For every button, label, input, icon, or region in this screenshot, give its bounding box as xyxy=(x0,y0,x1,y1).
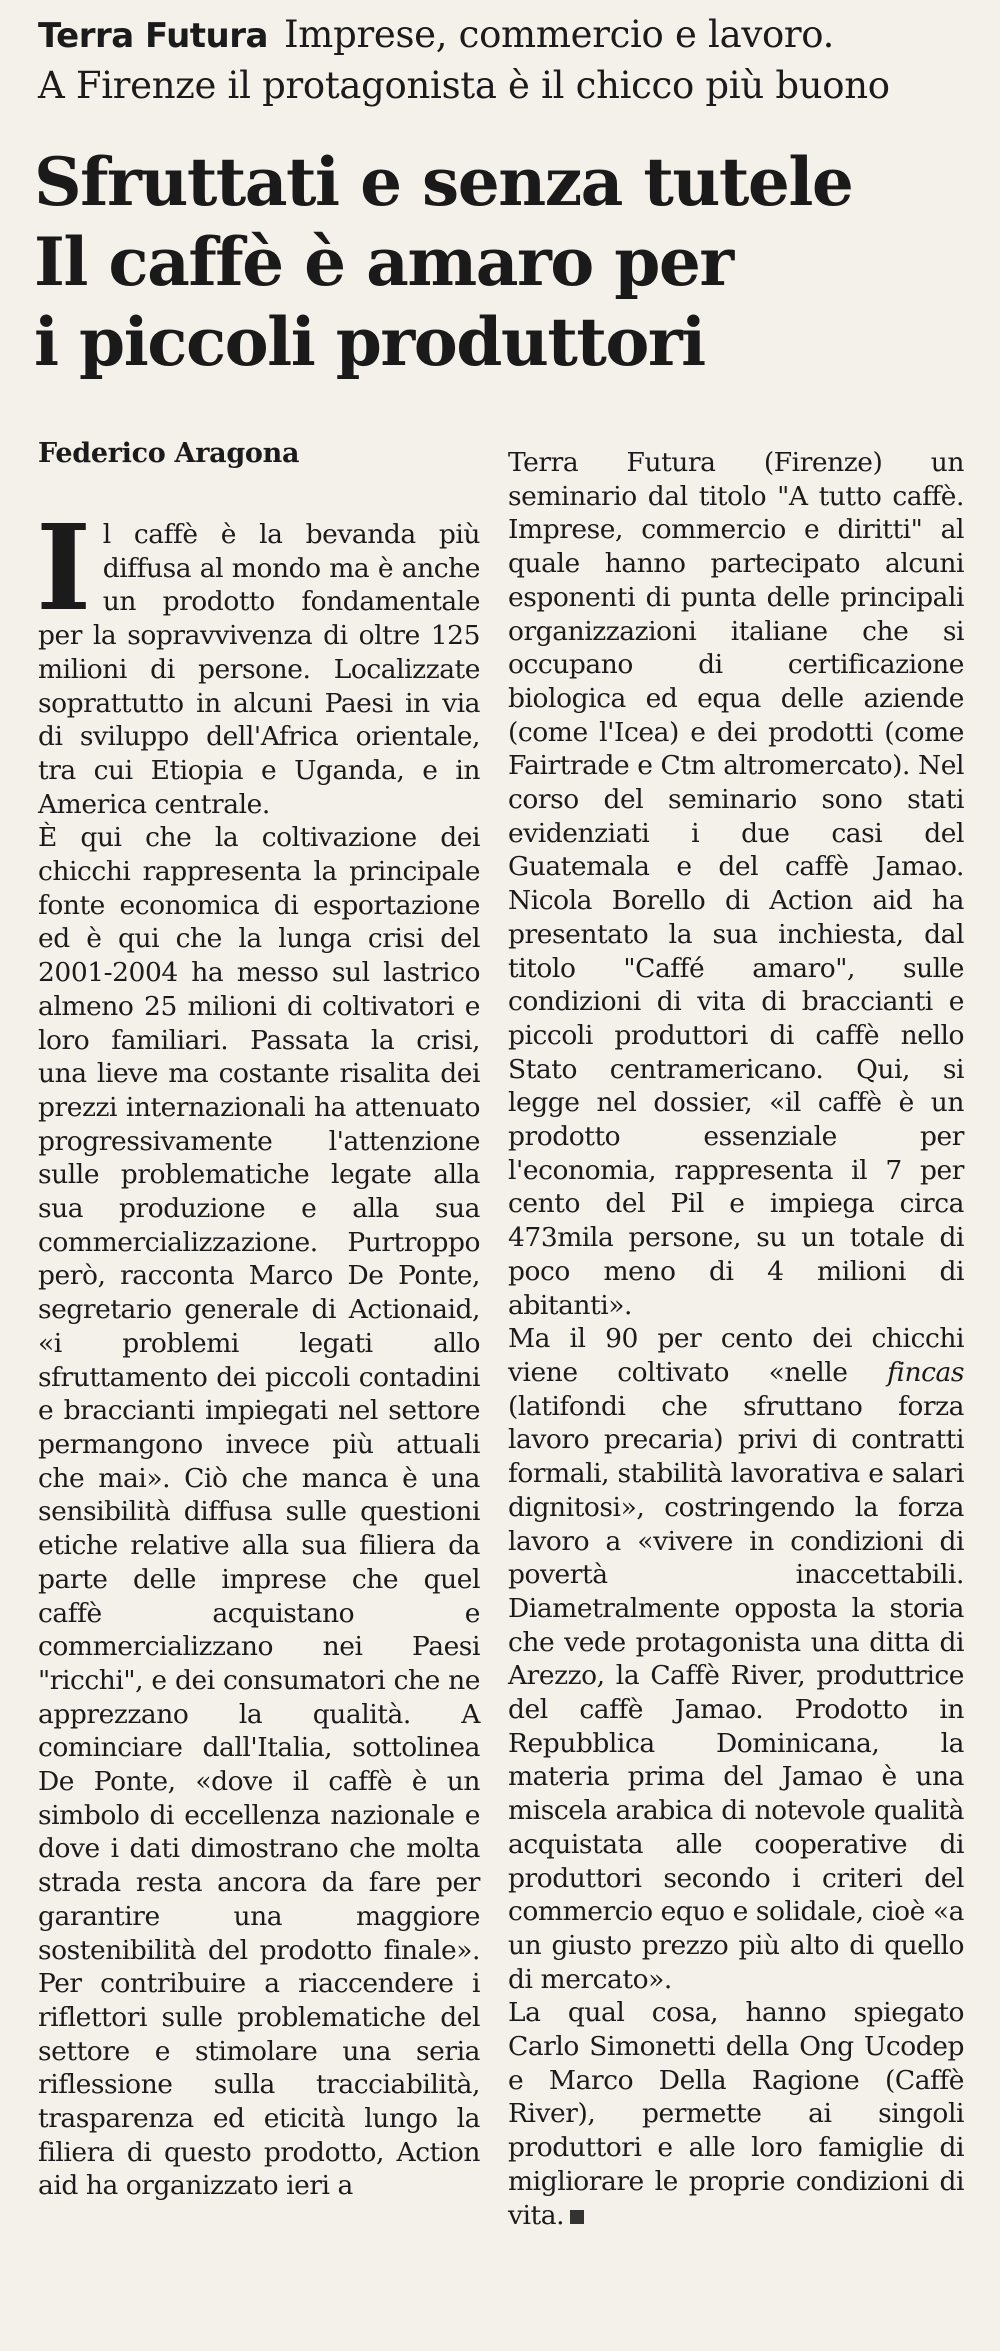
paragraph-4-text-b: (latifondi che sfruttano forza lavoro precaria) privi di contratti formali, stabilità lavorativa e salari dignitosi», costringendo la forza lavoro a «vivere in condizioni di povertà inaccettabili. Diametralmente opposta la storia che vede protagonista una ditta di Arezzo, la Caffè River, produttrice del caffè Jamao. Prodotto in Repubblica Dominicana, la materia prima del Jamao è una miscela arabica di notevole qualità acquistata alle cooperative di produttori secondo i criteri del commercio equo e solidale, cioè «a un giusto prezzo più alto di quello di mercato». xyxy=(508,1390,964,1995)
drop-cap: I xyxy=(36,498,91,637)
paragraph-4-text-a: Ma il 90 per cento dei chicchi viene coltivato «nelle xyxy=(508,1323,964,1388)
section-brand: Terra Futura xyxy=(38,16,268,56)
article-column-left xyxy=(36,498,480,2203)
paragraph-1 xyxy=(36,498,480,821)
kicker xyxy=(38,10,978,110)
kicker-line-2: A Firenze il protagonista è il chicco più buono xyxy=(38,64,890,107)
article-column-right xyxy=(508,446,964,2232)
kicker-line-1 xyxy=(38,10,978,61)
paragraph-4 xyxy=(508,1322,964,1996)
kicker-text-1: Imprese, commercio e lavoro. xyxy=(283,13,835,56)
headline xyxy=(34,142,974,382)
headline-line-3: i piccoli produttori xyxy=(34,303,705,381)
headline-line-1: Sfruttati e senza tutele xyxy=(34,143,853,221)
paragraph-5-text: La qual cosa, hanno spiegato Carlo Simonetti della Ong Ucodep e Marco Della Ragione (Caffè River), permette ai singoli produttori e alle loro famiglie di migliorare le proprie condizioni di vita. xyxy=(508,1997,964,2231)
paragraph-1-text: l caffè è la bevanda più diffusa al mondo ma è anche un prodotto fondamentale per la sopravvivenza di oltre 125 milioni di persone. Localizzate soprattutto in alcuni Paesi in via di sviluppo dell'Africa orientale, tra cui Etiopia e Uganda, e in America centrale. xyxy=(38,519,480,820)
end-of-article-mark xyxy=(570,2210,584,2224)
paragraph-2: È qui che la coltivazione dei chicchi rappresenta la principale fonte economica di esportazione ed è qui che la lunga crisi del 2001-2004 ha messo sul lastrico almeno 25 milioni di coltivatori e loro familiari. Passata la crisi, una lieve ma costante risalita dei prezzi internazionali ha attenuato progressivamente l'attenzione sulle problematiche legate alla sua produzione e alla sua commercializzazione. Purtroppo però, racconta Marco De Ponte, segretario generale di Actionaid, «i problemi legati allo sfruttamento dei piccoli contadini e braccianti impiegati nel settore permangono invece più attuali che mai». Ciò che manca è una sensibilità diffusa sulle questioni etiche relative alla sua filiera da parte delle imprese che quel caffè acquistano e commercializzano nei Paesi "ricchi", e dei consumatori che ne apprezzano la qualità. A cominciare dall'Italia, sottolinea De Ponte, «dove il caffè è un simbolo di eccellenza nazionale e dove i dati dimostrano che molta strada resta ancora da fare per garantire una maggiore sostenibilità del prodotto finale». Per contribuire a riaccendere i riflettori sulle problematiche del settore e stimolare una seria riflessione sulla tracciabilità, trasparenza ed eticità lungo la filiera di questo prodotto, Action aid ha organizzato ieri a xyxy=(38,822,480,2202)
paragraph-3: Terra Futura (Firenze) un seminario dal titolo "A tutto caffè. Imprese, commercio e diritti" al quale hanno partecipato alcuni esponenti di punta delle principali organizzazioni italiane che si occupano di certificazione biologica ed equa delle aziende (come l'Icea) e dei prodotti (come Fairtrade e Ctm altromercato). Nel corso del seminario sono stati evidenziati i due casi del Guatemala e del caffè Jamao. Nicola Borello di Action aid ha presentato la sua inchiesta, dal titolo "Caffé amaro", sulle condizioni di vita di braccianti e piccoli produttori di caffè nello Stato centramericano. Qui, si legge nel dossier, «il caffè è un prodotto essenziale per l'economia, rappresenta il 7 per cento del Pil e impiega circa 473mila persone, su un totale di poco meno di 4 milioni di abitanti». xyxy=(508,447,964,1321)
paragraph-5 xyxy=(508,1996,964,2232)
paragraph-4-emphasis: fincas xyxy=(887,1356,964,1388)
byline: Federico Aragona xyxy=(38,438,300,469)
headline-line-2: Il caffè è amaro per xyxy=(34,223,733,301)
